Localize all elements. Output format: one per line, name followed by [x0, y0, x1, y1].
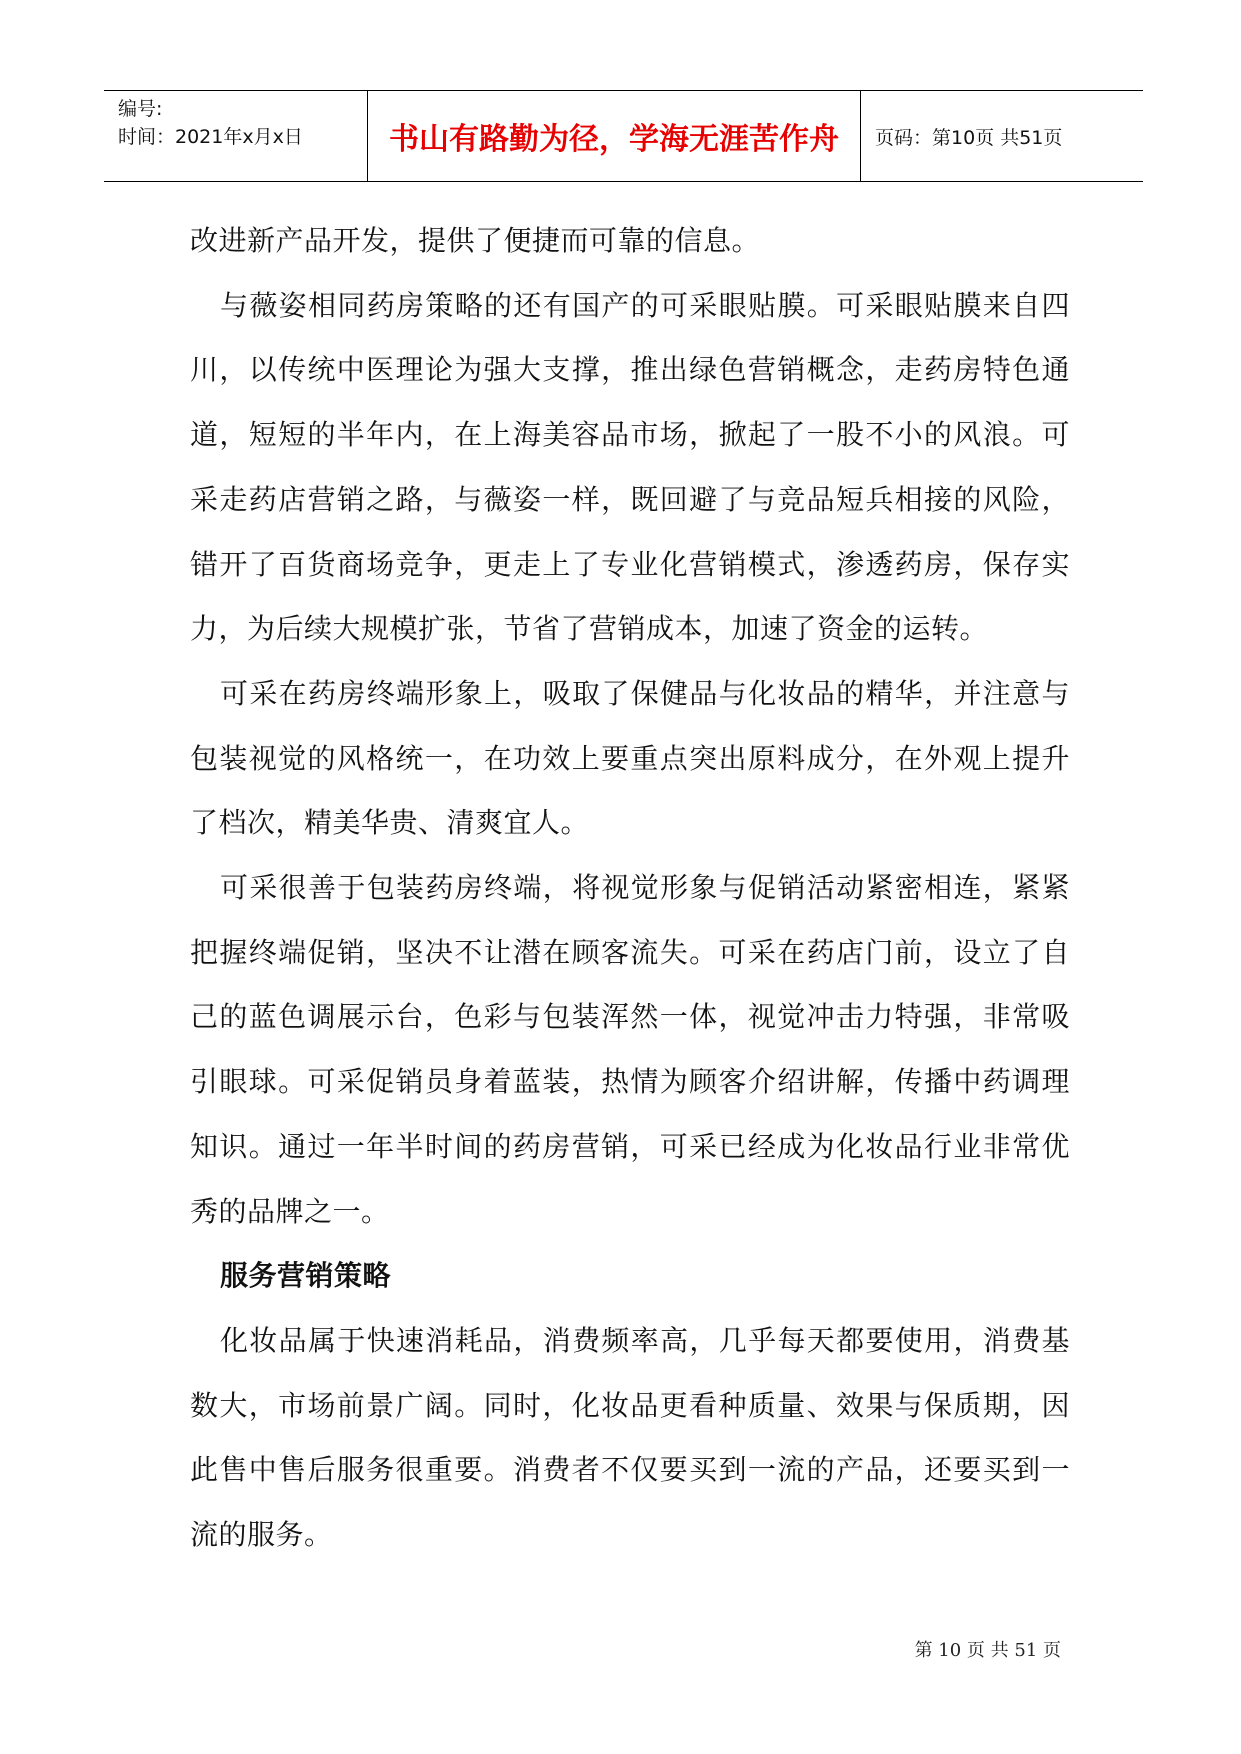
header-motto-cell [368, 91, 861, 181]
header-page-cell [861, 91, 1143, 181]
motto-text: 书山有路勤为径，学海无涯苦作舟 [389, 122, 839, 157]
page-footer: 第 10 页 共 51 页 [914, 1640, 1061, 1661]
page-code-label: 页码：第10页 共51页 [875, 126, 1063, 149]
paragraph-continuation: 改进新产品开发，提供了便捷而可靠的信息。 [190, 224, 761, 257]
header-meta-cell [104, 91, 368, 181]
section-heading: 服务营销策略 [220, 1259, 392, 1293]
date-label: 时间：2021年x月x日 [118, 126, 303, 148]
paragraph-kecai-eye-mask: 与薇姿相同药房策略的还有国产的可采眼贴膜。可采眼贴膜来自四川，以传统中医理论为强大支撑，推出绿色营销概念，走药房特色通道，短短的半年内，在上海美容品市场，掀起了一股不小的风浪。可采走药店营销之路，与薇姿一样，既回避了与竞品短兵相接的风险，错开了百货商场竞争，更走上了专业化营销模式，渗透药房，保存实力，为后续大规模扩张，节省了营销成本，加速了资金的运转。 [190, 288, 1070, 646]
paragraph-terminal-promotion: 可采很善于包装药房终端，将视觉形象与促销活动紧密相连，紧紧把握终端促销，坚决不让潜在顾客流失。可采在药店门前，设立了自己的蓝色调展示台，色彩与包装浑然一体，视觉冲击力特强，非常吸引眼球。可采促销员身着蓝装，热情为顾客介绍讲解，传播中药调理知识。通过一年半时间的药房营销，可采已经成为化妆品行业非常优秀的品牌之一。 [190, 871, 1070, 1228]
page-header [104, 90, 1143, 182]
paragraph-terminal-image: 可采在药房终端形象上，吸取了保健品与化妆品的精华，并注意与包装视觉的风格统一，在功效上要重点突出原料成分，在外观上提升了档次，精美华贵、清爽宜人。 [190, 676, 1070, 840]
document-body [190, 209, 1070, 1568]
serial-number-label: 编号: [118, 98, 163, 120]
paragraph-service-marketing: 化妆品属于快速消耗品，消费频率高，几乎每天都要使用，消费基数大，市场前景广阔。同时，化妆品更看种质量、效果与保质期，因此售中售后服务很重要。消费者不仅要买到一流的产品，还要买到一流的服务。 [190, 1323, 1070, 1552]
